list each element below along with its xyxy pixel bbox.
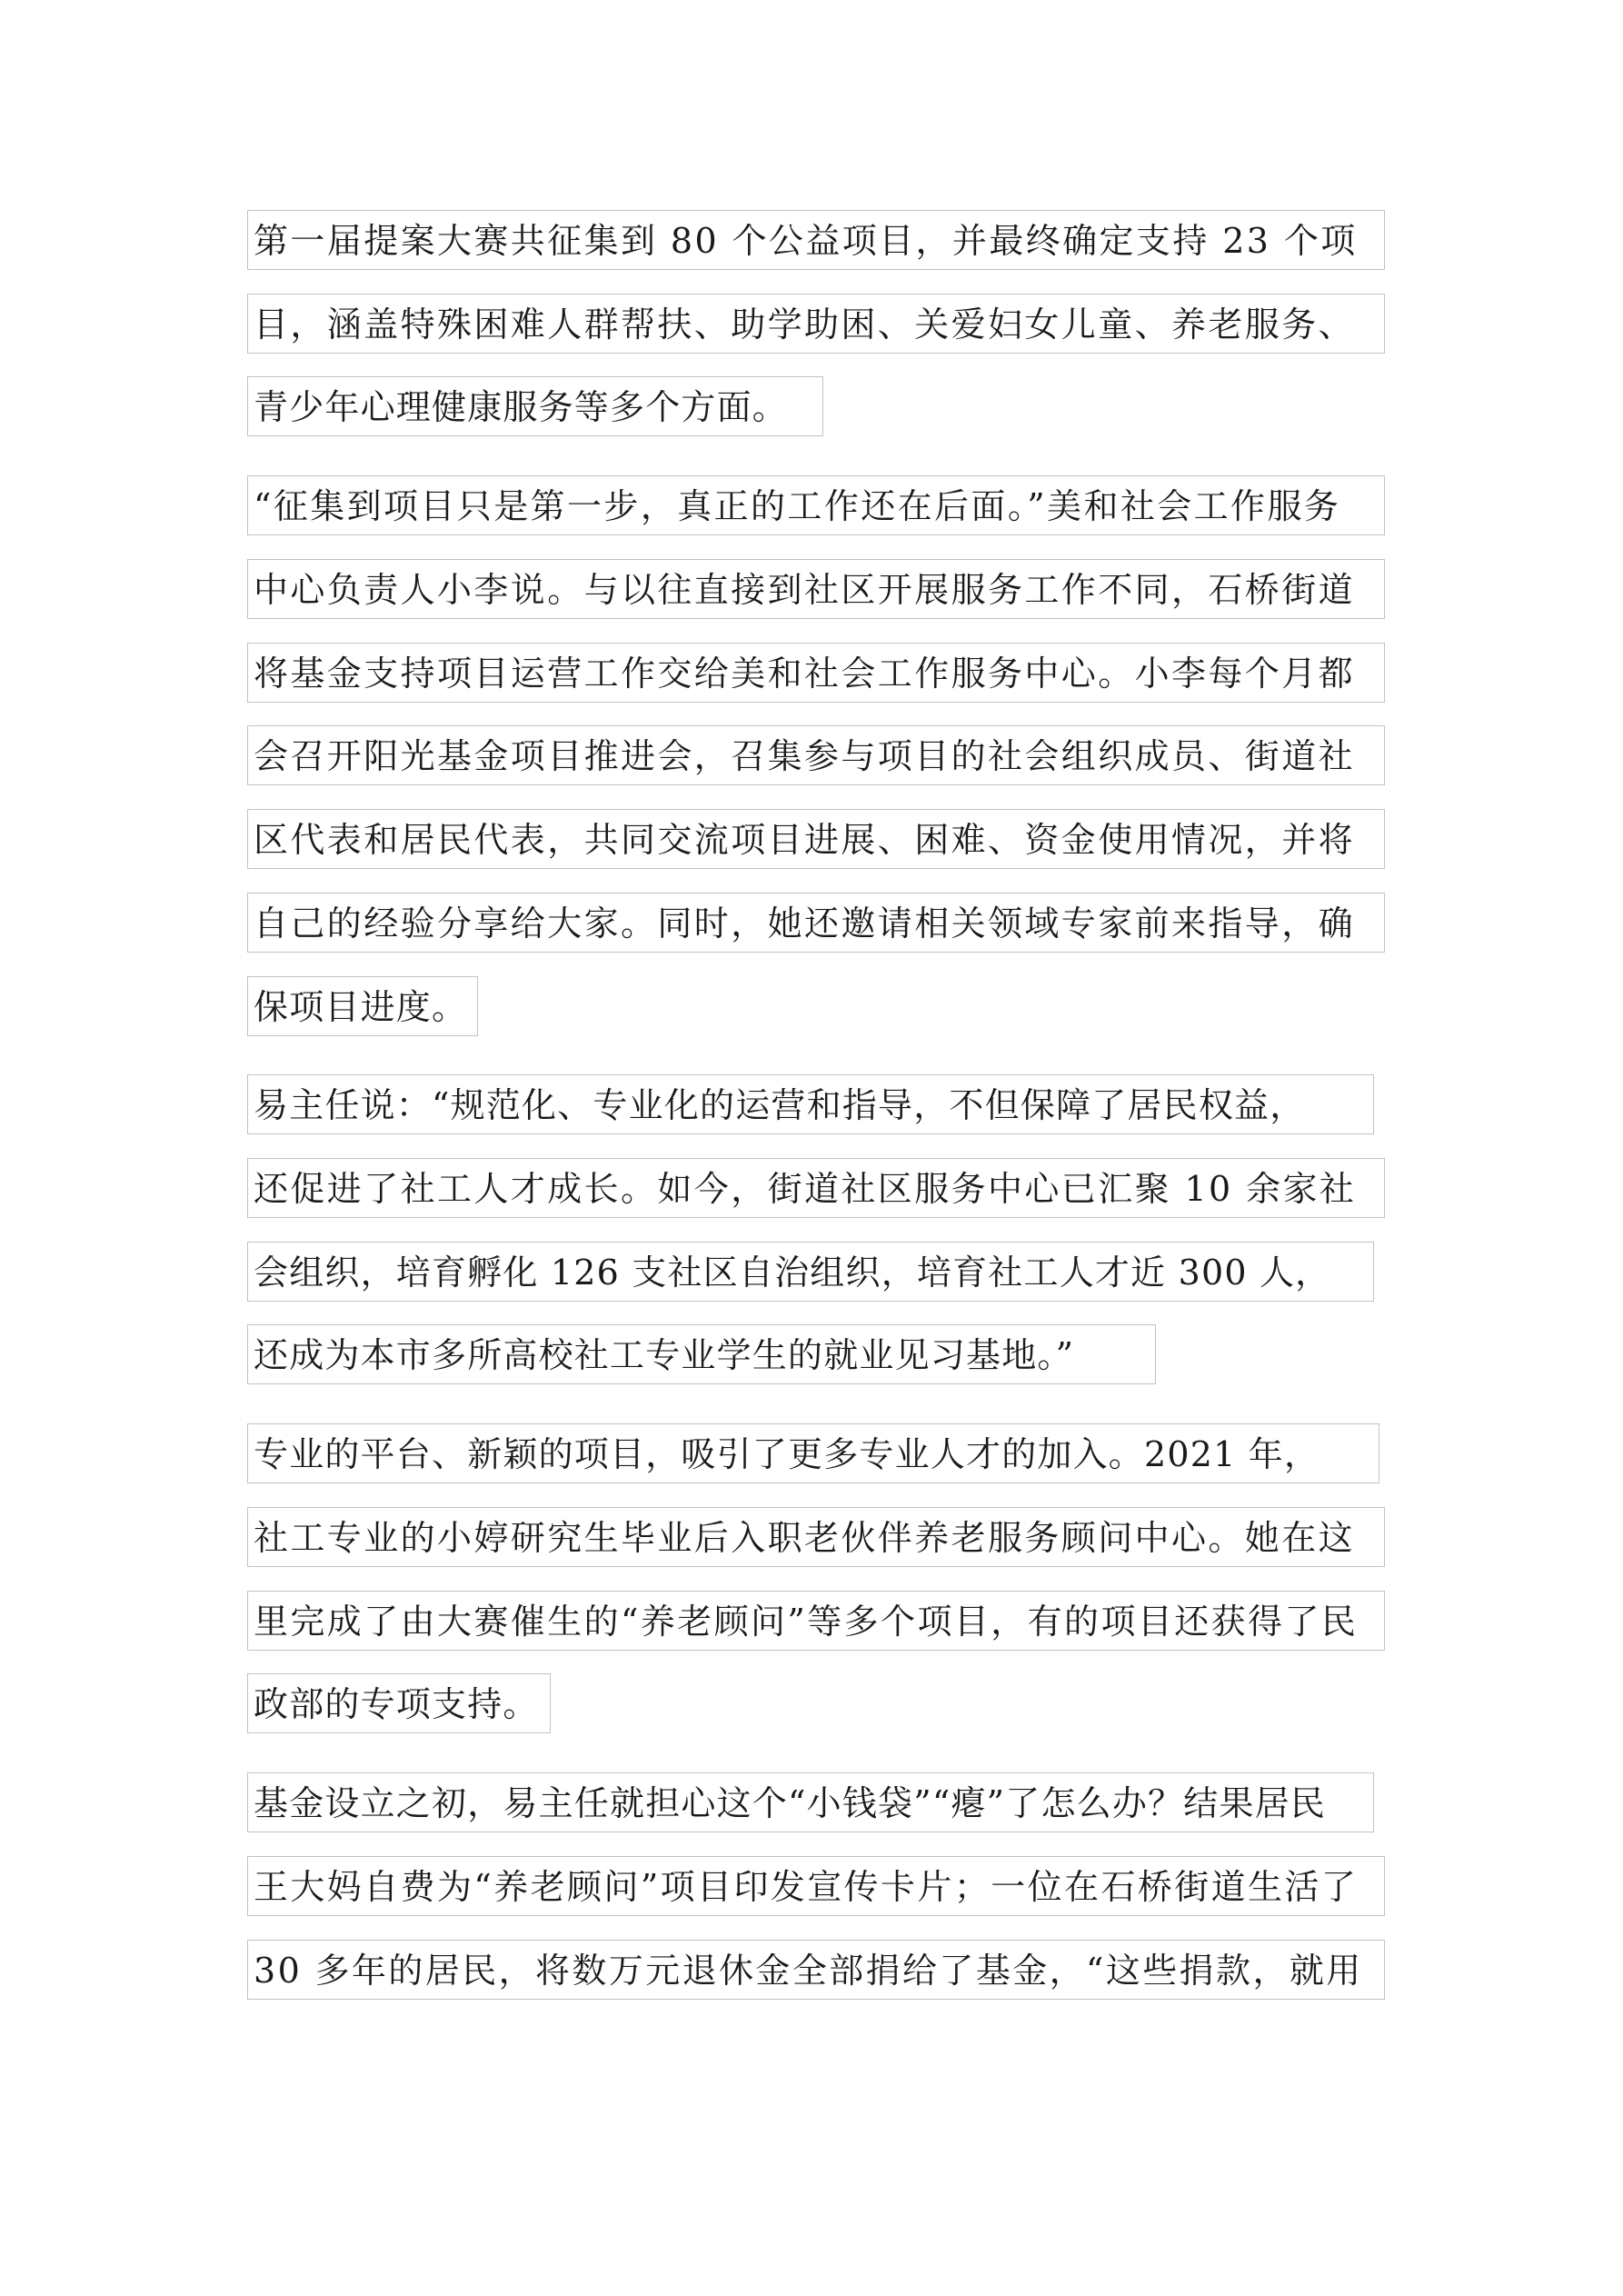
text-line: 易主任说：“规范化、专业化的运营和指导，不但保障了居民权益， — [247, 1074, 1374, 1134]
text-line: 第一届提案大赛共征集到 80 个公益项目，并最终确定支持 23 个项 — [247, 210, 1385, 270]
text-line: 保项目进度。 — [247, 976, 478, 1036]
text-line: 30 多年的居民，将数万元退休金全部捐给了基金，“这些捐款，就用 — [247, 1940, 1385, 2000]
text-line: “征集到项目只是第一步，真正的工作还在后面。”美和社会工作服务 — [247, 475, 1385, 535]
text-line: 自己的经验分享给大家。同时，她还邀请相关领域专家前来指导，确 — [247, 893, 1385, 953]
text-line: 政部的专项支持。 — [247, 1673, 551, 1733]
text-line: 中心负责人小李说。与以往直接到社区开展服务工作不同，石桥街道 — [247, 559, 1385, 619]
text-line: 专业的平台、新颖的项目，吸引了更多专业人才的加入。2021 年， — [247, 1423, 1379, 1483]
text-line: 还成为本市多所高校社工专业学生的就业见习基地。” — [247, 1324, 1156, 1384]
text-line: 里完成了由大赛催生的“养老顾问”等多个项目，有的项目还获得了民 — [247, 1591, 1385, 1651]
text-line: 王大妈自费为“养老顾问”项目印发宣传卡片；一位在石桥街道生活了 — [247, 1856, 1385, 1916]
text-line: 区代表和居民代表，共同交流项目进展、困难、资金使用情况，并将 — [247, 809, 1385, 869]
text-line: 将基金支持项目运营工作交给美和社会工作服务中心。小李每个月都 — [247, 643, 1385, 703]
text-line: 目，涵盖特殊困难人群帮扶、助学助困、关爱妇女儿童、养老服务、 — [247, 294, 1385, 354]
text-line: 基金设立之初，易主任就担心这个“小钱袋”“瘪”了怎么办？结果居民 — [247, 1772, 1374, 1832]
text-line: 还促进了社工人才成长。如今，街道社区服务中心已汇聚 10 余家社 — [247, 1158, 1385, 1218]
text-line: 会组织，培育孵化 126 支社区自治组织，培育社工人才近 300 人， — [247, 1242, 1374, 1302]
text-line: 青少年心理健康服务等多个方面。 — [247, 376, 823, 436]
text-line: 会召开阳光基金项目推进会，召集参与项目的社会组织成员、街道社 — [247, 725, 1385, 785]
text-line: 社工专业的小婷研究生毕业后入职老伙伴养老服务顾问中心。她在这 — [247, 1507, 1385, 1567]
